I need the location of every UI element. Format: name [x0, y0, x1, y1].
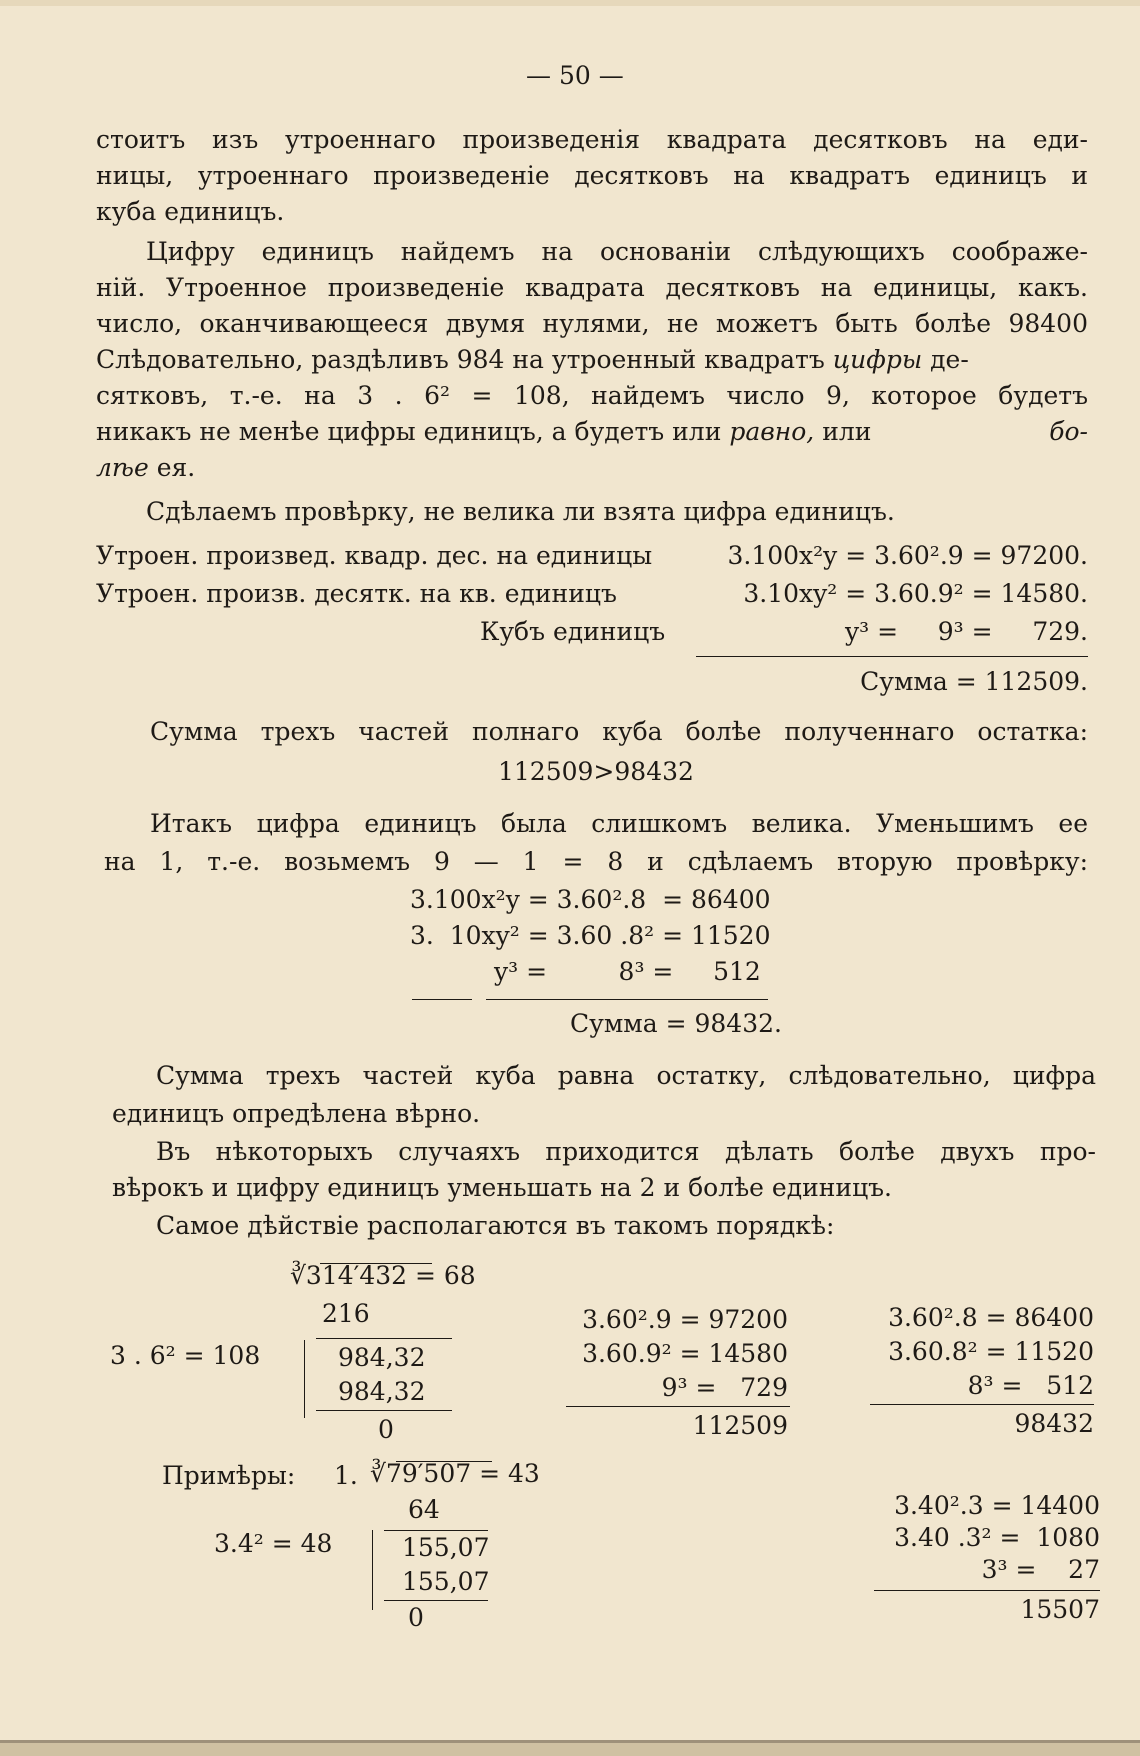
scheme1-rule1: [316, 1338, 452, 1339]
scheme1-vinculum: [320, 1263, 432, 1264]
check2-sum-rule: [486, 999, 768, 1000]
scheme1-trial2-row2: 3.60.8² = 11520: [888, 1337, 1094, 1366]
check2-row2: 3. 10xy² = 3.60 .8² = 11520: [410, 921, 771, 950]
check1-row1-formula: 3.100x²y = 3.60².9 = 97200.: [727, 541, 1088, 570]
examples-trial-row1: 3.40².3 = 14400: [894, 1491, 1100, 1520]
examples-trial-row3: 3³ = 27: [981, 1555, 1100, 1584]
examples-root: ∛79′507 = 43: [370, 1459, 540, 1488]
p2-line6: [96, 416, 1088, 448]
scheme1-remainder1: 984,32: [338, 1343, 426, 1372]
scheme1-cube-tens: 216: [322, 1299, 370, 1328]
examples-trial-sum: 15507: [1020, 1595, 1100, 1624]
p6-line1: Сумма трехъ частей куба равна остатку, слѣдовательно, цифра: [156, 1061, 1096, 1090]
p2-italic-lee: лѣе: [96, 453, 149, 482]
p2-line6-ili: или: [822, 417, 872, 446]
examples-trial-row2: 3.40 .3² = 1080: [894, 1523, 1100, 1552]
check1-row2-formula: 3.10xy² = 3.60.9² = 14580.: [743, 579, 1088, 608]
p2-line2: ній. Утроенное произведеніе квадрата десятковъ на единицы, какъ.: [96, 273, 1088, 302]
examples-label: Примѣры:: [162, 1461, 296, 1490]
scheme1-trial2-sum: 98432: [1014, 1409, 1094, 1438]
p1-line3: куба единицъ.: [96, 197, 285, 226]
p3-line: Сдѣлаемъ провѣрку, не велика ли взята цифра единицъ.: [146, 497, 895, 526]
scheme1-root: ∛314′432 = 68: [290, 1261, 476, 1290]
scheme1-zero: 0: [378, 1415, 394, 1444]
page-number: — 50 —: [526, 61, 624, 90]
p5-line2: на 1, т.-е. возьмемъ 9 — 1 = 8 и сдѣлаемъ вторую провѣрку:: [104, 847, 1088, 876]
p2-line1: Цифру единицъ найдемъ на основаніи слѣдующихъ соображе-: [146, 237, 1088, 266]
check1-sum-rule: [696, 656, 1088, 657]
scheme1-trial1-rule: [566, 1406, 790, 1407]
p1-line1: стоитъ изъ утроеннаго произведенія квадрата десятковъ на еди-: [96, 125, 1088, 154]
p1-line2: ницы, утроеннаго произведеніе десятковъ на квадратъ единицъ и: [96, 161, 1088, 190]
p2-line3: число, оканчивающееся двумя нулями, не можетъ быть болѣе 98400: [96, 309, 1088, 338]
p2-line4-end: де-: [930, 345, 969, 374]
page-bottom-edge: [0, 1740, 1140, 1756]
check1-row3-formula: y³ = 9³ = 729.: [845, 617, 1088, 646]
check2-row3: y³ = 8³ = 512: [494, 957, 761, 986]
check1-row3-label: Кубъ единицъ: [480, 617, 666, 646]
p2-line4-text: Слѣдовательно, раздѣливъ 984 на утроенный квадратъ: [96, 345, 825, 374]
scheme1-trial1-row1: 3.60².9 = 97200: [582, 1305, 788, 1334]
scheme1-trial1-sum: 112509: [692, 1411, 788, 1440]
p7-line2: вѣрокъ и цифру единицъ уменьшать на 2 и болѣе единицъ.: [112, 1173, 893, 1202]
examples-zero: 0: [408, 1603, 424, 1632]
examples-remainder1: 155,07: [402, 1533, 490, 1562]
scheme1-divisor: 3 . 6² = 108: [110, 1341, 261, 1370]
examples-rule1: [384, 1530, 488, 1531]
examples-trial-rule: [874, 1590, 1100, 1591]
check2-row1: 3.100x²y = 3.60².8 = 86400: [410, 885, 771, 914]
scheme1-trial1-row3: 9³ = 729: [661, 1373, 788, 1402]
scheme1-vertical-bar: [304, 1340, 305, 1418]
examples-cube-tens: 64: [408, 1495, 440, 1524]
examples-vertical-bar: [372, 1530, 373, 1610]
p5-line1: Итакъ цифра единицъ была слишкомъ велика. Уменьшимъ ее: [150, 809, 1088, 838]
scheme1-remainder2: 984,32: [338, 1377, 426, 1406]
check2-sum: Сумма = 98432.: [570, 1009, 782, 1038]
p2-line4: [96, 344, 969, 376]
p4-inequality: 112509>98432: [498, 757, 694, 786]
examples-remainder2: 155,07: [402, 1567, 490, 1596]
p2-line5: сятковъ, т.-е. на 3 . 6² = 108, найдемъ число 9, которое будетъ: [96, 381, 1088, 410]
page-top-edge: [0, 0, 1140, 6]
examples-divisor: 3.4² = 48: [214, 1529, 333, 1558]
p7-line1: Въ нѣкоторыхъ случаяхъ приходится дѣлать болѣе двухъ про-: [156, 1137, 1096, 1166]
p2-italic-ravno: равно,: [729, 417, 815, 446]
examples-number: 1.: [334, 1461, 358, 1490]
check1-row2-label: Утроен. произв. десятк. на кв. единицъ: [96, 579, 617, 608]
examples-vinculum: [396, 1461, 492, 1462]
p2-line7-end: ея.: [156, 453, 196, 482]
scheme1-trial2-row1: 3.60².8 = 86400: [888, 1303, 1094, 1332]
p2-italic-cifry: цифры: [832, 345, 923, 374]
check1-row1-label: Утроен. произвед. квадр. дес. на единицы: [96, 541, 653, 570]
p2-italic-bo: бо-: [1049, 417, 1088, 446]
check1-sum: Сумма = 112509.: [860, 667, 1088, 696]
scheme1-trial2-rule: [870, 1404, 1094, 1405]
p2-line7: [96, 452, 195, 484]
scheme1-rule2: [316, 1410, 452, 1411]
p6-line2: единицъ опредѣлена вѣрно.: [112, 1099, 481, 1128]
p8-line: Самое дѣйствіе располагаются въ такомъ порядкѣ:: [156, 1211, 835, 1240]
scheme1-trial1-row2: 3.60.9² = 14580: [582, 1339, 788, 1368]
p2-line6-text: никакъ не менѣе цифры единицъ, а будетъ или: [96, 417, 722, 446]
examples-rule2: [384, 1600, 488, 1601]
check2-rule-left: [412, 999, 472, 1000]
p4-line: Сумма трехъ частей полнаго куба болѣе полученнаго остатка:: [150, 717, 1088, 746]
scheme1-trial2-row3: 8³ = 512: [967, 1371, 1094, 1400]
